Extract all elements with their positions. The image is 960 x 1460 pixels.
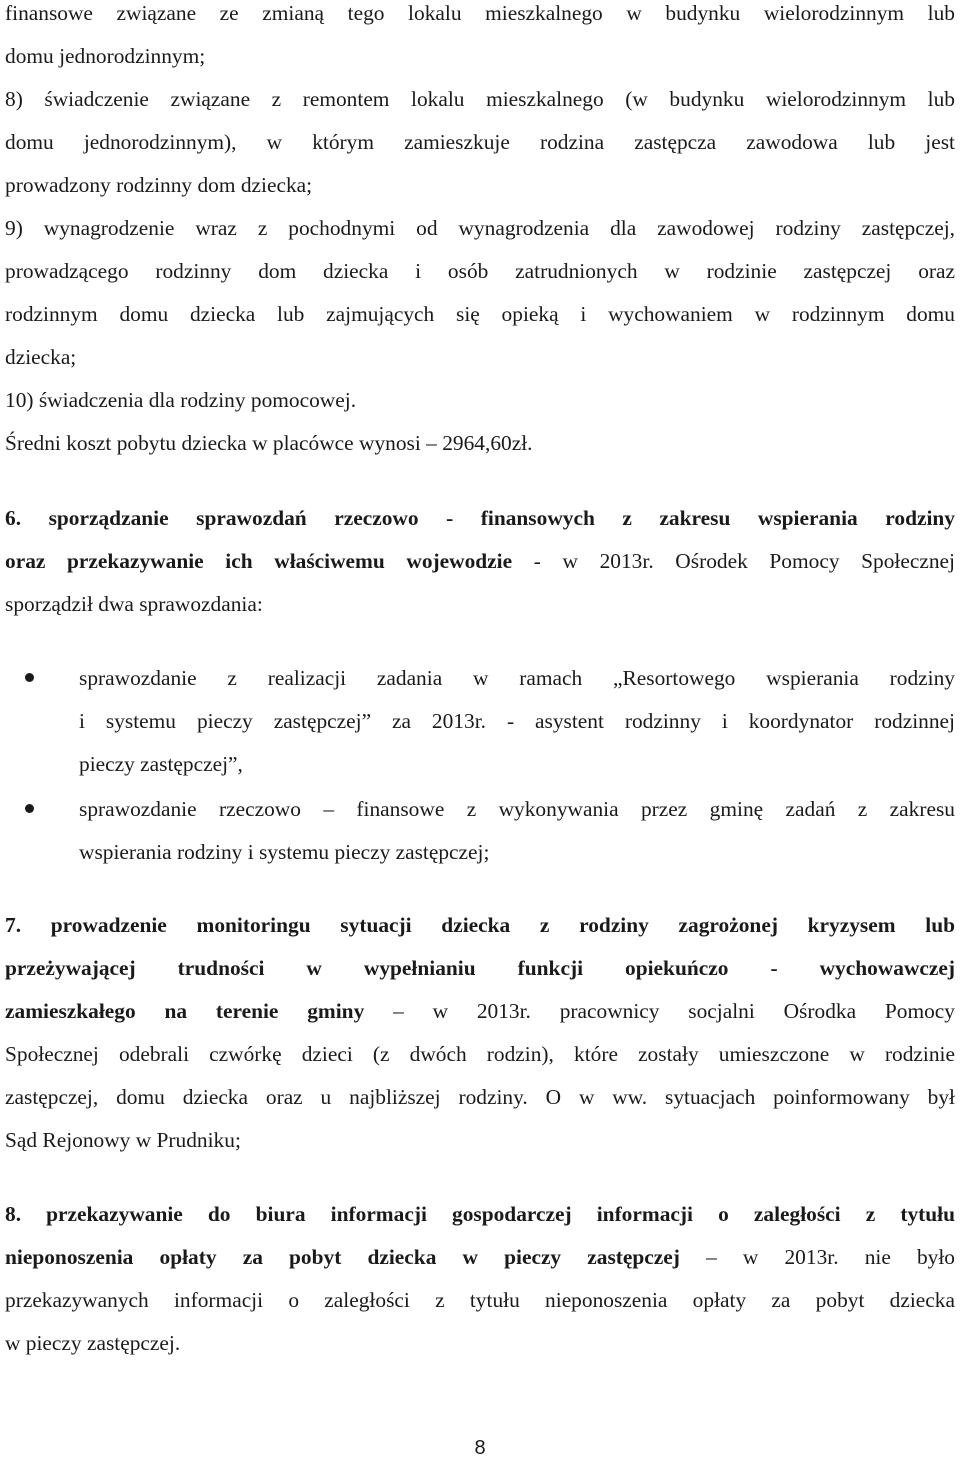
bullet-icon (25, 673, 34, 682)
bullet-icon (25, 804, 34, 813)
section-6-line-2 (5, 548, 955, 574)
section-6-heading: 6. sporządzanie sprawozdań rzeczowo - finansowych z zakresu wspierania rodziny (5, 506, 955, 530)
text-line: prowadzony rodzinny dom dziecka; (5, 173, 313, 197)
section-8-line-3: przekazywanych informacji o zaległości z tytułu nieponoszenia opłaty za pobyt dziecka (5, 1288, 955, 1312)
section-7-line-3 (5, 998, 955, 1024)
text-line: rodzinnym domu dziecka lub zajmujących się opieką i wychowaniem w rodzinnym domu (5, 302, 955, 326)
section-8-heading: 8. przekazywanie do biura informacji gospodarczej informacji o zaległości z tytułu (5, 1202, 955, 1226)
text-line: domu jednorodzinnym; (5, 44, 206, 68)
section-8-text: – w 2013r. nie było (679, 1245, 956, 1269)
section-6-line-3: sporządził dwa sprawozdania: (5, 592, 263, 616)
section-7-line-6: Sąd Rejonowy w Prudniku; (5, 1128, 241, 1152)
text-line: prowadzącego rodzinny dom dziecka i osób zatrudnionych w rodzinie zastępczej oraz (5, 259, 955, 283)
section-7-heading-cont: przeżywającej trudności w wypełnianiu funkcji opiekuńczo - wychowawczej (5, 956, 955, 980)
list-item-1-line-1: sprawozdanie z realizacji zadania w ramach „Resortowego wspierania rodziny (79, 666, 955, 690)
section-8-line-4: w pieczy zastępczej. (5, 1331, 181, 1355)
section-7-line-4: Społecznej odebrali czwórkę dzieci (z dwóch rodzin), które zostały umieszczone w rodzinie (5, 1042, 955, 1066)
list-item-1-line-3: pieczy zastępczej”, (79, 752, 243, 776)
section-7-line-5: zastępczej, domu dziecka oraz u najbliższej rodziny. O w ww. sytuacjach poinformowany był (5, 1085, 955, 1109)
list-item-2-line-2: wspierania rodziny i systemu pieczy zastępczej; (79, 840, 490, 864)
text-line: 8) świadczenie związane z remontem lokalu mieszkalnego (w budynku wielorodzinnym lub (5, 87, 955, 111)
page-number: 8 (474, 1437, 486, 1459)
section-7-heading-end: zamieszkałego na terenie gminy (5, 999, 365, 1023)
list-item-2-line-1: sprawozdanie rzeczowo – finansowe z wykonywania przez gminę zadań z zakresu (79, 797, 955, 821)
section-8-heading-cont: nieponoszenia opłaty za pobyt dziecka w pieczy zastępczej (5, 1245, 680, 1269)
section-7-text: – w 2013r. pracownicy socjalni Ośrodka Pomocy (364, 999, 955, 1023)
text-line: dziecka; (5, 345, 77, 369)
text-line: finansowe związane ze zmianą tego lokalu mieszkalnego w budynku wielorodzinnym lub (5, 1, 955, 25)
section-6-heading-cont: oraz przekazywanie ich właściwemu wojewodzie (5, 549, 513, 573)
list-item-1-line-2: i systemu pieczy zastępczej” za 2013r. - asystent rodzinny i koordynator rodzinnej (79, 709, 955, 733)
section-7-heading: 7. prowadzenie monitoringu sytuacji dziecka z rodziny zagrożonej kryzysem lub (5, 913, 955, 937)
text-line: domu jednorodzinnym), w którym zamieszkuje rodzina zastępcza zawodowa lub jest (5, 130, 955, 154)
text-line: 10) świadczenia dla rodziny pomocowej. (5, 388, 357, 412)
section-6-text: - w 2013r. Ośrodek Pomocy Społecznej (512, 549, 955, 573)
text-line: 9) wynagrodzenie wraz z pochodnymi od wynagrodzenia dla zawodowej rodziny zastępczej, (5, 216, 955, 240)
text-line: Średni koszt pobytu dziecka w placówce wynosi – 2964,60zł. (5, 431, 533, 455)
section-8-line-2 (5, 1244, 955, 1270)
